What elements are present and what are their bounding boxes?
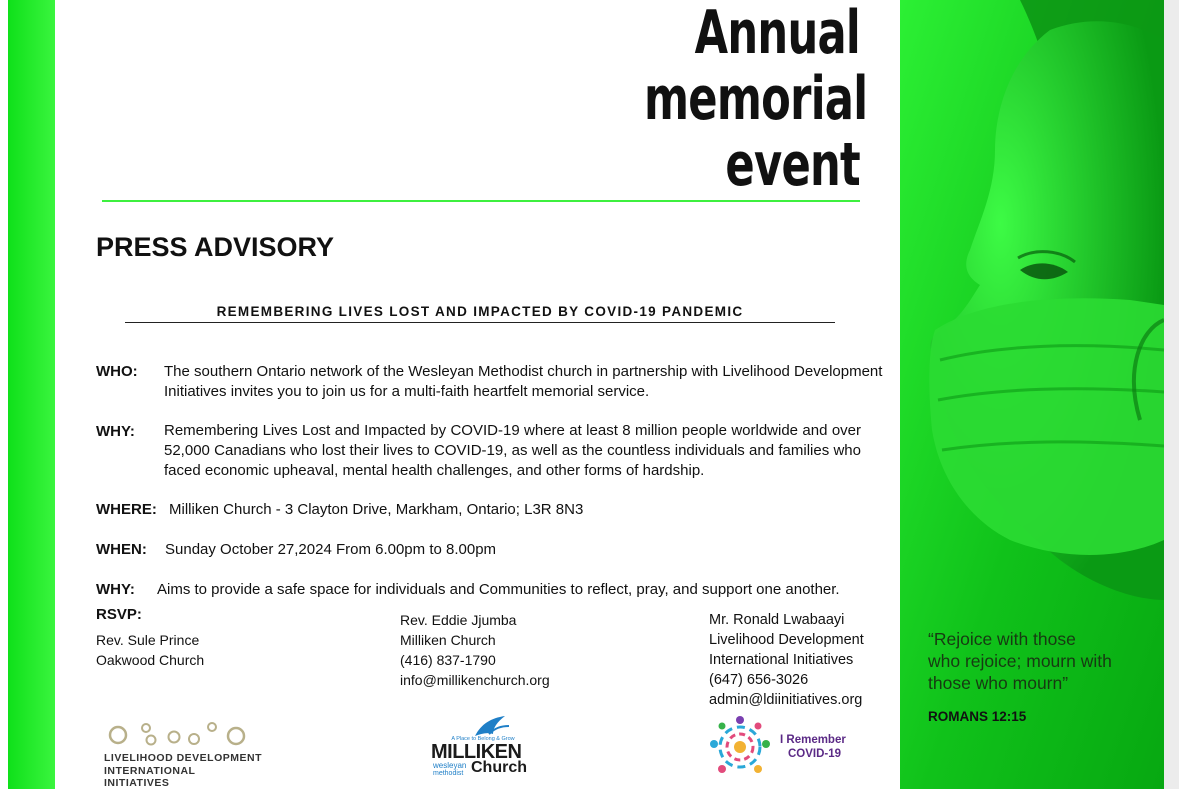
press-advisory-heading: PRESS ADVISORY — [96, 232, 335, 262]
left-green-band — [8, 0, 55, 789]
why-aims-label: WHY: — [96, 581, 135, 598]
covid-logo-line-1: I Remember — [780, 734, 846, 746]
contact-2-name: Rev. Eddie Jjumba — [400, 612, 517, 628]
i-remember-covid-logo — [708, 714, 868, 780]
ldi-logo-line-1: LIVELIHOOD DEVELOPMENT — [104, 752, 263, 764]
contact-3-name: Mr. Ronald Lwabaayi — [709, 612, 845, 628]
rsvp-contact-2 — [400, 610, 550, 690]
title-line-2: memorial — [644, 64, 868, 134]
milliken-wesleyan: wesleyan — [433, 761, 467, 770]
why-text: Remembering Lives Lost and Impacted by COVID-19 where at least 8 million people worldwide and over 52,000 Canadians who lost their lives to COVID-19, as well as the countless individuals and families who faced economic upheaval, mental health challenges, and other forms of hardship. — [164, 422, 861, 479]
contact-1-name: Rev. Sule Prince — [96, 632, 200, 648]
who-text: The southern Ontario network of the Wesleyan Methodist church in partnership with Livelihood Development Initiatives invites you to join us for a multi-faith heartfelt memorial service. — [164, 363, 883, 400]
subtitle-underline — [125, 322, 835, 323]
milliken-methodist: methodist — [433, 770, 464, 777]
milliken-name: MILLIKEN — [431, 741, 522, 763]
title-line-1: Annual — [694, 0, 860, 68]
event-title — [644, 0, 868, 200]
rsvp-contact-3 — [709, 610, 864, 710]
milliken-church-logo — [431, 714, 535, 778]
rsvp-label: RSVP: — [96, 606, 142, 623]
ldi-logo-line-2: INTERNATIONAL INITIATIVES — [104, 765, 196, 789]
ldi-logo — [104, 720, 264, 789]
contact-1-org: Oakwood Church — [96, 652, 205, 668]
milliken-church-word: Church — [471, 759, 527, 776]
contact-2-email[interactable]: info@millikenchurch.org — [400, 672, 550, 688]
quote-line-1: “Rejoice with those — [928, 629, 1076, 649]
who-label: WHO: — [96, 363, 138, 380]
contact-2-org: Milliken Church — [400, 632, 496, 648]
why-label: WHY: — [96, 423, 135, 440]
verse-reference: ROMANS 12:15 — [928, 709, 1027, 724]
right-edge-strip — [1164, 0, 1179, 789]
title-divider — [102, 200, 860, 202]
when-text: Sunday October 27,2024 From 6.00pm to 8.00pm — [165, 541, 497, 558]
where-label: WHERE: — [96, 501, 157, 518]
why-aims-text: Aims to provide a safe space for individuals and Communities to reflect, pray, and support one another. — [157, 581, 840, 598]
quote-line-3: those who mourn” — [928, 673, 1069, 693]
title-line-3: event — [725, 130, 860, 200]
contact-3-org-line-1: Livelihood Development — [709, 632, 864, 648]
covid-ring-icon — [708, 714, 772, 778]
contact-3-email[interactable]: admin@ldiinitiatives.org — [709, 692, 863, 708]
ldi-circles-icon — [106, 720, 256, 748]
contact-3-org-line-2: International Initiatives — [709, 652, 854, 668]
where-text: Milliken Church - 3 Clayton Drive, Markham, Ontario; L3R 8N3 — [169, 501, 584, 518]
when-label: WHEN: — [96, 541, 147, 558]
quote-line-2: who rejoice; mourn with — [928, 651, 1112, 671]
rsvp-contact-1 — [96, 630, 204, 670]
subtitle: REMEMBERING LIVES LOST AND IMPACTED BY COVID-19 PANDEMIC — [216, 304, 744, 319]
bible-quote — [928, 628, 1158, 694]
contact-2-phone: (416) 837-1790 — [400, 652, 496, 668]
covid-logo-line-2: COVID-19 — [788, 748, 842, 760]
milliken-tagline: A Place to Belong & Grow — [451, 736, 515, 742]
contact-3-phone: (647) 656-3026 — [709, 672, 809, 688]
